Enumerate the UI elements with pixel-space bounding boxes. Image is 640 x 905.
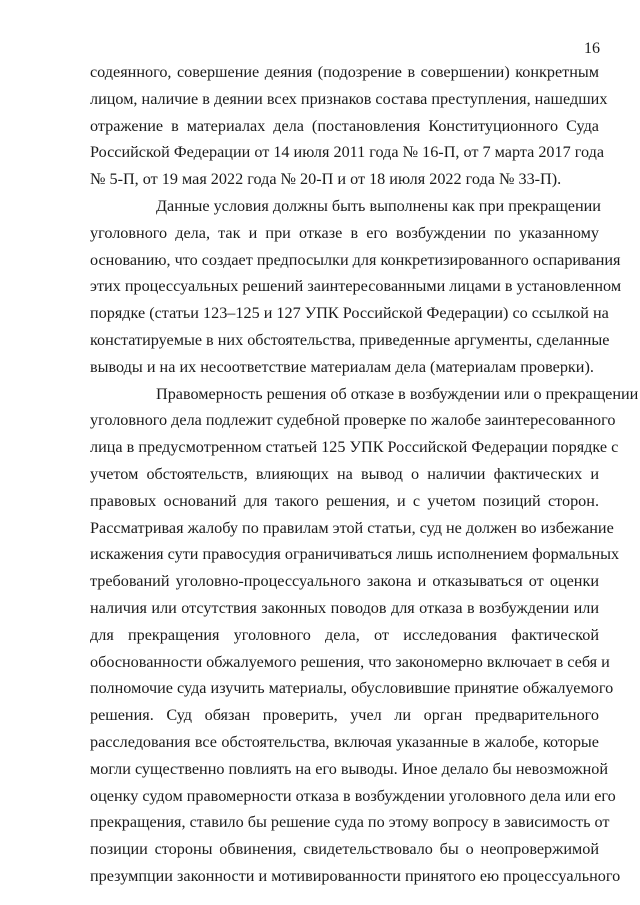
text-line: для прекращения уголовного дела, от исследования фактической bbox=[90, 625, 599, 644]
text-line: позиции стороны обвинения, свидетельствовало бы о неопровержимой bbox=[90, 840, 599, 859]
text-line: прекращения, ставило бы решение суда по этому вопросу в зависимость от bbox=[90, 813, 610, 832]
text-line: уголовного дела, так и при отказе в его возбуждении по указанному bbox=[90, 223, 599, 242]
text-line: лицом, наличие в деянии всех признаков состава преступления, нашедших bbox=[90, 89, 608, 108]
text-line: выводы и на их несоответствие материалам дела (материалам проверки). bbox=[90, 357, 594, 376]
text-line: Данные условия должны быть выполнены как при прекращении bbox=[156, 196, 601, 215]
text-line: уголовного дела подлежит судебной проверке по жалобе заинтересованного bbox=[90, 411, 616, 430]
text-line: № 5-П, от 19 мая 2022 года № 20-П и от 18 июля 2022 года № 33-П). bbox=[90, 170, 562, 189]
text-line: расследования все обстоятельства, включая указанные в жалобе, которые bbox=[90, 732, 599, 751]
text-line: наличия или отсутствия законных поводов для отказа в возбуждении или bbox=[90, 598, 599, 617]
text-line: содеянного, совершение деяния (подозрение в совершении) конкретным bbox=[90, 63, 599, 81]
text-line: лица в предусмотренном статьей 125 УПК Российской Федерации порядке с bbox=[90, 438, 619, 457]
text-line: презумпции законности и мотивированности принятого ею процессуального bbox=[90, 866, 621, 885]
text-line: решения. Суд обязан проверить, учел ли орган предварительного bbox=[90, 706, 599, 725]
text-line: основанию, что создает предпосылки для конкретизированного оспаривания bbox=[90, 250, 621, 269]
text-line: обоснованности обжалуемого решения, что закономерно включает в себя и bbox=[90, 652, 610, 671]
text-line: искажения сути правосудия ограничиваться лишь исполнением формальных bbox=[90, 545, 620, 564]
text-line: требований уголовно-процессуального закона и отказываться от оценки bbox=[90, 572, 599, 591]
paragraph-3 bbox=[90, 381, 639, 890]
text-line: отражение в материалах дела (постановления Конституционного Суда bbox=[90, 116, 599, 135]
text-line: Рассматривая жалобу по правилам этой статьи, суд не должен во избежание bbox=[90, 518, 614, 537]
text-line: учетом обстоятельств, влияющих на вывод о наличии фактических и bbox=[90, 464, 599, 483]
text-line: полномочие суда изучить материалы, обусловившие принятие обжалуемого bbox=[90, 679, 614, 698]
page-number: 16 bbox=[584, 40, 600, 57]
text-line: правовых оснований для такого решения, и с учетом позиций сторон. bbox=[90, 491, 599, 510]
text-line: порядке (статьи 123–125 и 127 УПК Российской Федерации) со ссылкой на bbox=[90, 304, 609, 323]
text-line: Правомерность решения об отказе в возбуждении или о прекращении bbox=[156, 384, 639, 403]
document-body bbox=[90, 59, 639, 890]
paragraph-2 bbox=[90, 193, 622, 381]
text-line: Российской Федерации от 14 июля 2011 года № 16-П, от 7 марта 2017 года bbox=[90, 143, 605, 162]
text-line: этих процессуальных решений заинтересованными лицами в установленном bbox=[90, 277, 622, 296]
text-line: оценку судом правомерности отказа в возбуждении уголовного дела или его bbox=[90, 786, 616, 805]
text-line: могли существенно повлиять на его выводы. Иное делало бы невозможной bbox=[90, 759, 608, 778]
paragraph-1 bbox=[90, 59, 608, 193]
text-line: констатируемые в них обстоятельства, приведенные аргументы, сделанные bbox=[90, 330, 610, 349]
